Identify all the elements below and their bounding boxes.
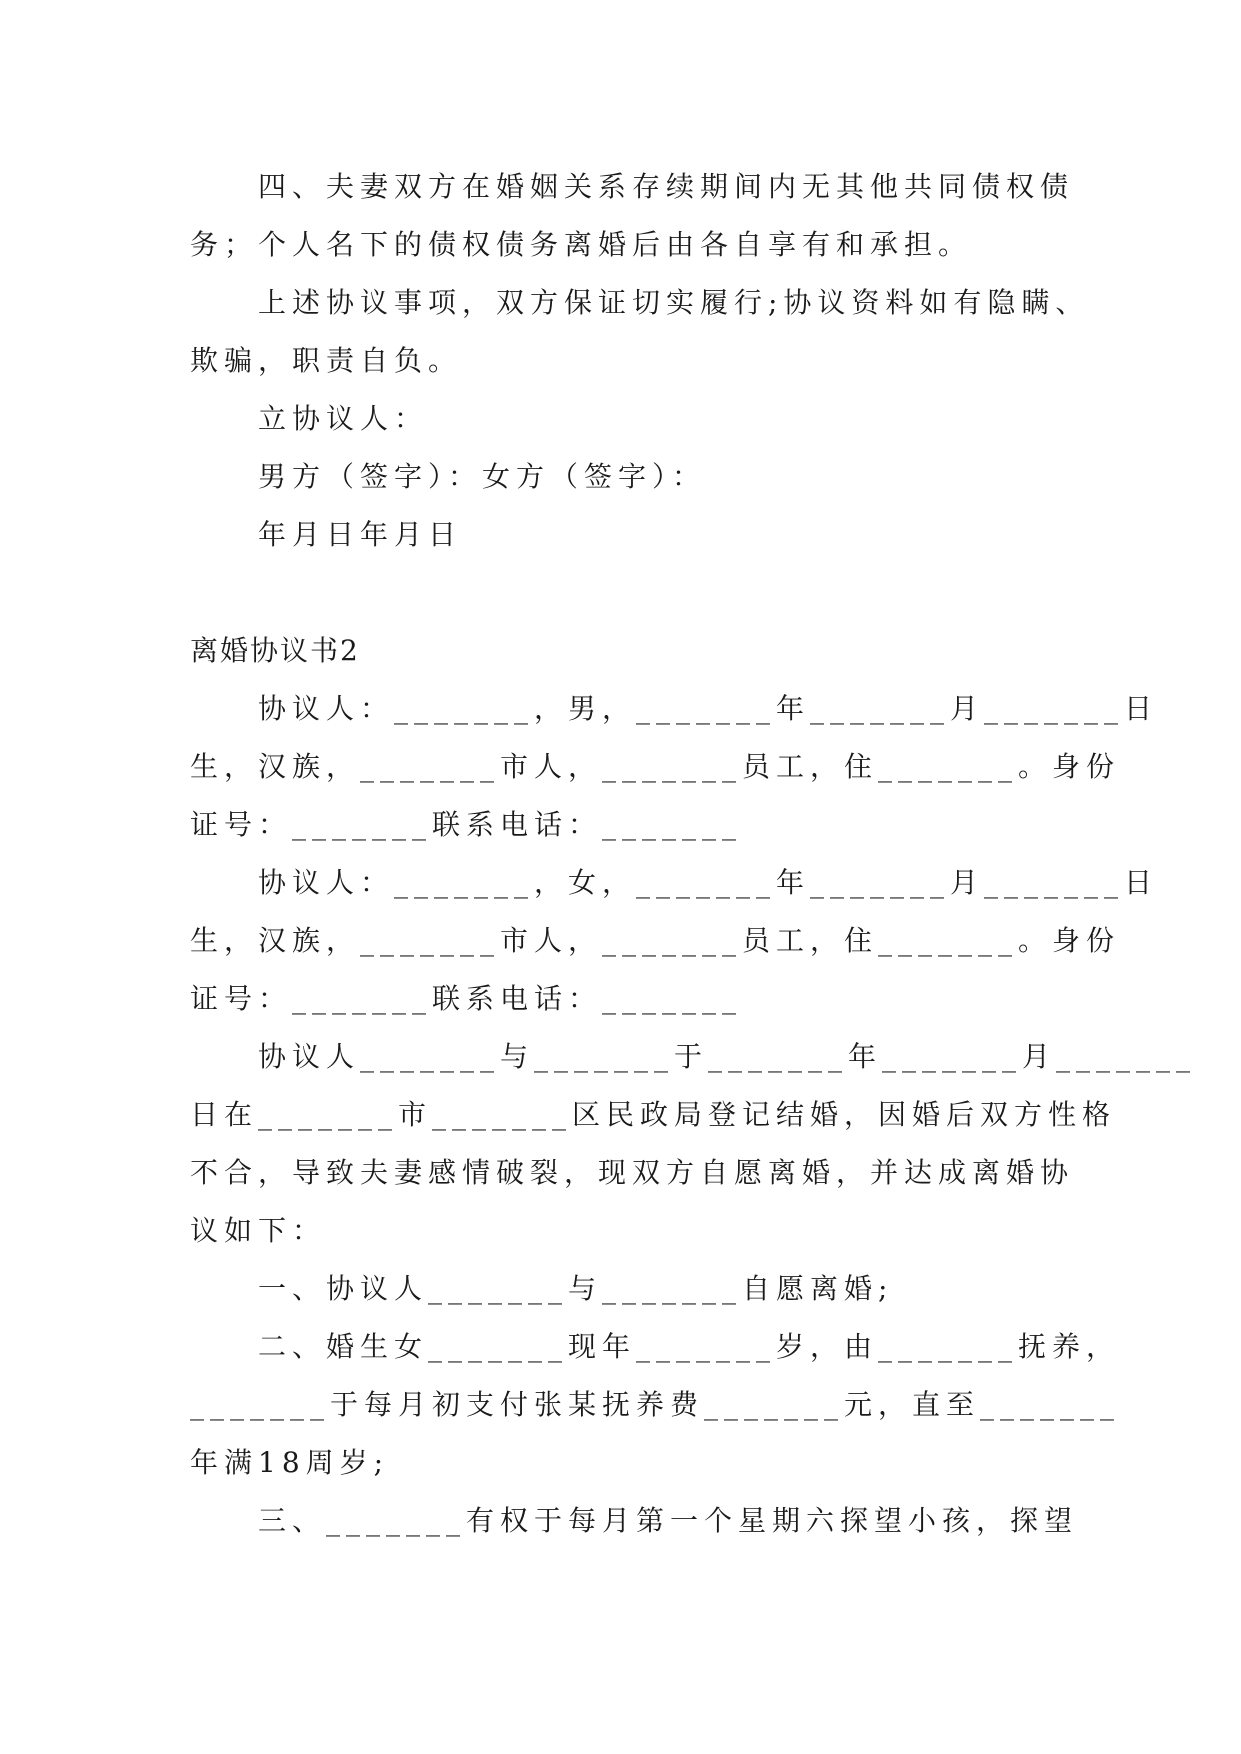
- paragraph-line: 不合，导致夫妻感情破裂，现双方自愿离婚，并达成离婚协: [190, 1156, 1075, 1189]
- paragraph-line: 务；个人名下的债权债务离婚后由各自享有和承担。: [190, 228, 973, 261]
- paragraph-line: 协议人：_______，女，_______年_______月_______日: [258, 866, 1159, 899]
- paragraph-line: 协议人_______与_______于_______年_______月_______: [258, 1040, 1197, 1073]
- paragraph-line: 生，汉族，_______市人，_______员工，住_______。身份: [190, 750, 1121, 783]
- paragraph-line: 生，汉族，_______市人，_______员工，住_______。身份: [190, 924, 1121, 957]
- paragraph-line: _______于每月初支付张某抚养费_______元，直至_______: [190, 1388, 1121, 1421]
- paragraph-line: 年满18周岁;: [190, 1446, 390, 1479]
- paragraph-line: 证号：_______联系电话：_______: [190, 808, 743, 841]
- paragraph-line: 三、_______有权于每月第一个星期六探望小孩，探望: [258, 1504, 1079, 1537]
- paragraph-line: 欺骗，职责自负。: [190, 344, 463, 377]
- paragraph-line: 证号：_______联系电话：_______: [190, 982, 743, 1015]
- paragraph-line: 二、婚生女_______现年_______岁，由_______抚养，: [258, 1330, 1121, 1363]
- paragraph-line: 上述协议事项，双方保证切实履行;协议资料如有隐瞒、: [258, 286, 1090, 319]
- section-title: 离婚协议书2: [190, 634, 360, 667]
- signature-line: 男方（签字）：女方（签字）：: [258, 460, 707, 493]
- paragraph-line: 日在_______市_______区民政局登记结婚，因婚后双方性格: [190, 1098, 1117, 1131]
- signatory-label: 立协议人：: [258, 402, 429, 435]
- paragraph-line: 四、夫妻双方在婚姻关系存续期间内无其他共同债权债: [258, 170, 1075, 203]
- paragraph-line: 议如下：: [190, 1214, 327, 1247]
- paragraph-line: 协议人：_______，男，_______年_______月_______日: [258, 692, 1159, 725]
- date-line: 年月日年月日: [258, 518, 463, 551]
- paragraph-line: 一、协议人_______与_______自愿离婚;: [258, 1272, 894, 1305]
